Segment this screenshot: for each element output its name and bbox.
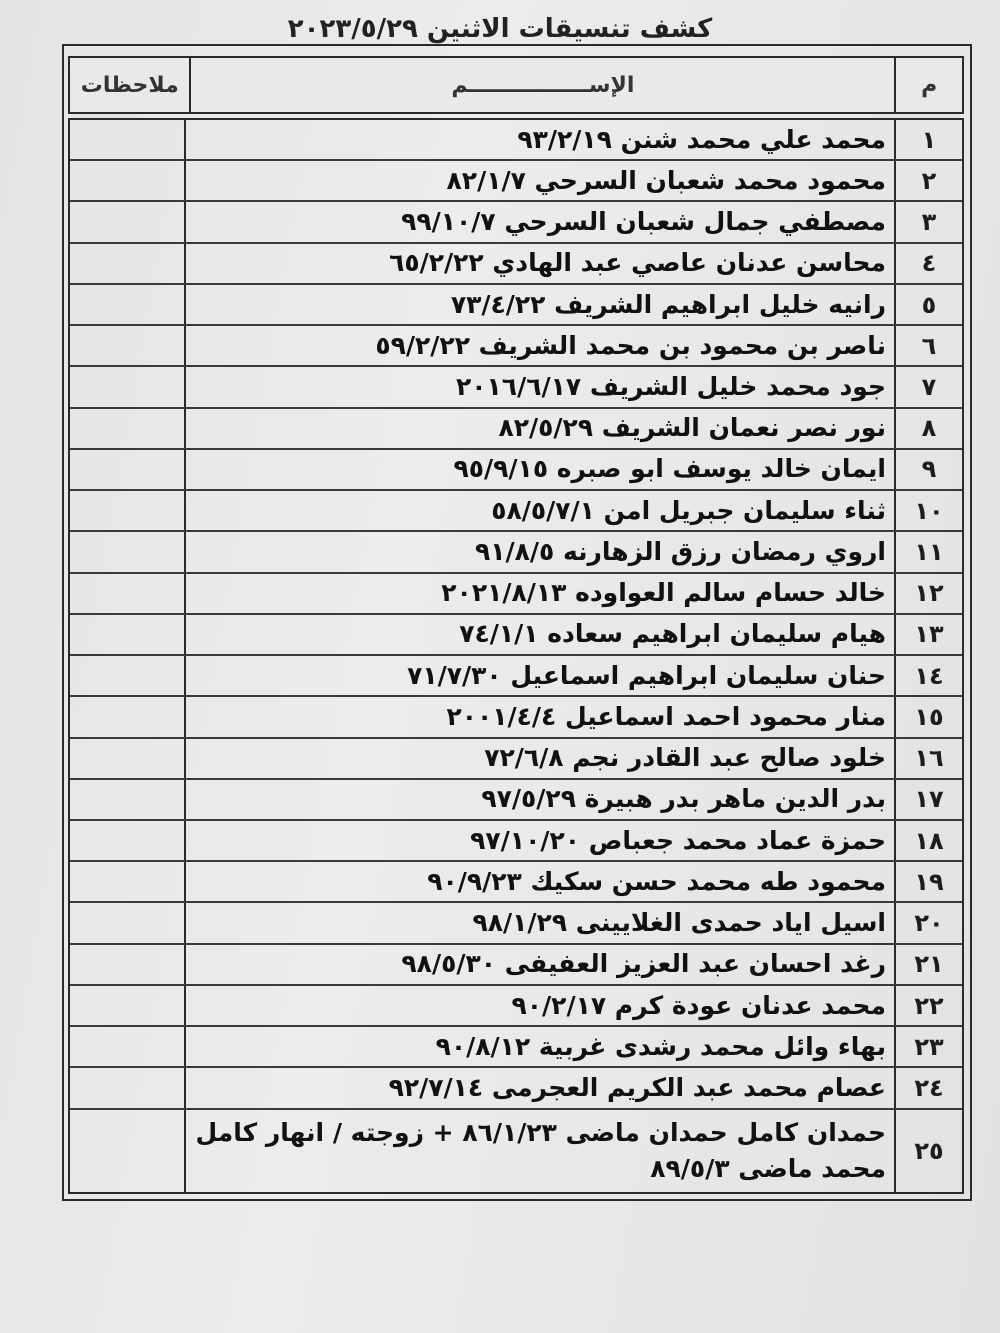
row-number: ١٠ <box>894 491 962 530</box>
table-row <box>70 739 962 780</box>
table-row <box>70 656 962 697</box>
table-row <box>70 903 962 944</box>
table-row <box>70 450 962 491</box>
table-row <box>70 1068 962 1109</box>
row-name: ناصر بن محمود بن محمد الشريف ٥٩/٢/٢٢ <box>184 326 894 365</box>
table-header <box>68 56 964 114</box>
row-number: ٢ <box>894 161 962 200</box>
row-number: ١٣ <box>894 615 962 654</box>
row-notes <box>70 986 184 1025</box>
table-row <box>70 862 962 903</box>
table-row <box>70 780 962 821</box>
row-number: ١٥ <box>894 697 962 736</box>
row-notes <box>70 697 184 736</box>
row-number: ١٧ <box>894 780 962 819</box>
row-name: اروي رمضان رزق الزهارنه ٩١/٨/٥ <box>184 532 894 571</box>
row-name: ايمان خالد يوسف ابو صبره ٩٥/٩/١٥ <box>184 450 894 489</box>
row-number: ٢٥ <box>894 1110 962 1192</box>
row-name: منار محمود احمد اسماعيل ٢٠٠١/٤/٤ <box>184 697 894 736</box>
row-number: ٢٢ <box>894 986 962 1025</box>
table-row <box>70 615 962 656</box>
document-title: كشف تنسيقات الاثنين ٢٠٢٣/٥/٢٩ <box>287 14 713 44</box>
row-notes <box>70 450 184 489</box>
row-number: ٢٠ <box>894 903 962 942</box>
row-notes <box>70 1027 184 1066</box>
row-name: ثناء سليمان جبريل امن ٥٨/٥/٧/١ <box>184 491 894 530</box>
row-notes <box>70 409 184 448</box>
row-notes <box>70 244 184 283</box>
header-number: م <box>894 58 962 112</box>
row-name: نور نصر نعمان الشريف ٨٢/٥/٢٩ <box>184 409 894 448</box>
table-row <box>70 244 962 285</box>
row-name: محمود محمد شعبان السرحي ٨٢/١/٧ <box>184 161 894 200</box>
table-row <box>70 1027 962 1068</box>
row-name: خلود صالح عبد القادر نجم ٧٢/٦/٨ <box>184 739 894 778</box>
row-notes <box>70 532 184 571</box>
row-name: حمزة عماد محمد جعباص ٩٧/١٠/٢٠ <box>184 821 894 860</box>
row-number: ٤ <box>894 244 962 283</box>
header-notes: ملاحظات <box>80 72 179 98</box>
row-number: ١٢ <box>894 574 962 613</box>
row-name: اسيل اياد حمدى الغلايينى ٩٨/١/٢٩ <box>184 903 894 942</box>
row-name: محاسن عدنان عاصي عبد الهادي ٦٥/٢/٢٢ <box>184 244 894 283</box>
table-row <box>70 1110 962 1192</box>
row-notes <box>70 161 184 200</box>
row-notes <box>70 1068 184 1107</box>
row-notes <box>70 903 184 942</box>
row-name: حمدان كامل حمدان ماضى ٨٦/١/٢٣ + زوجته / انهار كامل محمد ماضى ٨٩/٥/٣ <box>184 1110 894 1192</box>
row-name: هيام سليمان ابراهيم سعاده ٧٤/١/١ <box>184 615 894 654</box>
row-number: ١٩ <box>894 862 962 901</box>
row-number: ٥ <box>894 285 962 324</box>
table-row <box>70 161 962 202</box>
row-number: ٧ <box>894 367 962 406</box>
table-row <box>70 491 962 532</box>
names-table <box>68 118 964 1194</box>
row-notes <box>70 1110 184 1192</box>
row-number: ٢١ <box>894 945 962 984</box>
table-row <box>70 697 962 738</box>
row-name: خالد حسام سالم العواوده ٢٠٢١/٨/١٣ <box>184 574 894 613</box>
row-notes <box>70 615 184 654</box>
row-notes <box>70 821 184 860</box>
row-number: ١٦ <box>894 739 962 778</box>
row-name: محمد علي محمد شنن ٩٣/٢/١٩ <box>184 120 894 159</box>
row-number: ١٨ <box>894 821 962 860</box>
row-notes <box>70 202 184 241</box>
row-notes <box>70 780 184 819</box>
table-row <box>70 285 962 326</box>
row-notes <box>70 491 184 530</box>
row-number: ٢٣ <box>894 1027 962 1066</box>
table-row <box>70 821 962 862</box>
row-notes <box>70 656 184 695</box>
row-name: بدر الدين ماهر بدر هبيرة ٩٧/٥/٢٩ <box>184 780 894 819</box>
row-name: رغد احسان عبد العزيز العفيفى ٩٨/٥/٣٠ <box>184 945 894 984</box>
table-row <box>70 367 962 408</box>
row-number: ٩ <box>894 450 962 489</box>
row-notes <box>70 120 184 159</box>
table-row <box>70 532 962 573</box>
row-notes <box>70 574 184 613</box>
table-row <box>70 574 962 615</box>
row-name: حنان سليمان ابراهيم اسماعيل ٧١/٧/٣٠ <box>184 656 894 695</box>
row-name: جود محمد خليل الشريف ٢٠١٦/٦/١٧ <box>184 367 894 406</box>
row-notes <box>70 326 184 365</box>
table-row <box>70 120 962 161</box>
row-notes <box>70 285 184 324</box>
row-notes <box>70 367 184 406</box>
row-number: ٢٤ <box>894 1068 962 1107</box>
row-number: ١١ <box>894 532 962 571</box>
row-name: رانيه خليل ابراهيم الشريف ٧٣/٤/٢٢ <box>184 285 894 324</box>
row-name: محمد عدنان عودة كرم ٩٠/٢/١٧ <box>184 986 894 1025</box>
row-number: ٦ <box>894 326 962 365</box>
row-notes <box>70 862 184 901</box>
row-name: مصطفي جمال شعبان السرحي ٩٩/١٠/٧ <box>184 202 894 241</box>
table-row <box>70 202 962 243</box>
row-notes <box>70 739 184 778</box>
row-number: ١ <box>894 120 962 159</box>
row-name: محمود طه محمد حسن سكيك ٩٠/٩/٢٣ <box>184 862 894 901</box>
table-row <box>70 986 962 1027</box>
row-number: ١٤ <box>894 656 962 695</box>
row-number: ٨ <box>894 409 962 448</box>
table-row <box>70 409 962 450</box>
row-name: بهاء وائل محمد رشدى غربية ٩٠/٨/١٢ <box>184 1027 894 1066</box>
header-name: الإســــــــــــــــم <box>189 58 894 112</box>
table-row <box>70 945 962 986</box>
row-name: عصام محمد عبد الكريم العجرمى ٩٢/٧/١٤ <box>184 1068 894 1107</box>
table-row <box>70 326 962 367</box>
row-notes <box>70 945 184 984</box>
row-number: ٣ <box>894 202 962 241</box>
